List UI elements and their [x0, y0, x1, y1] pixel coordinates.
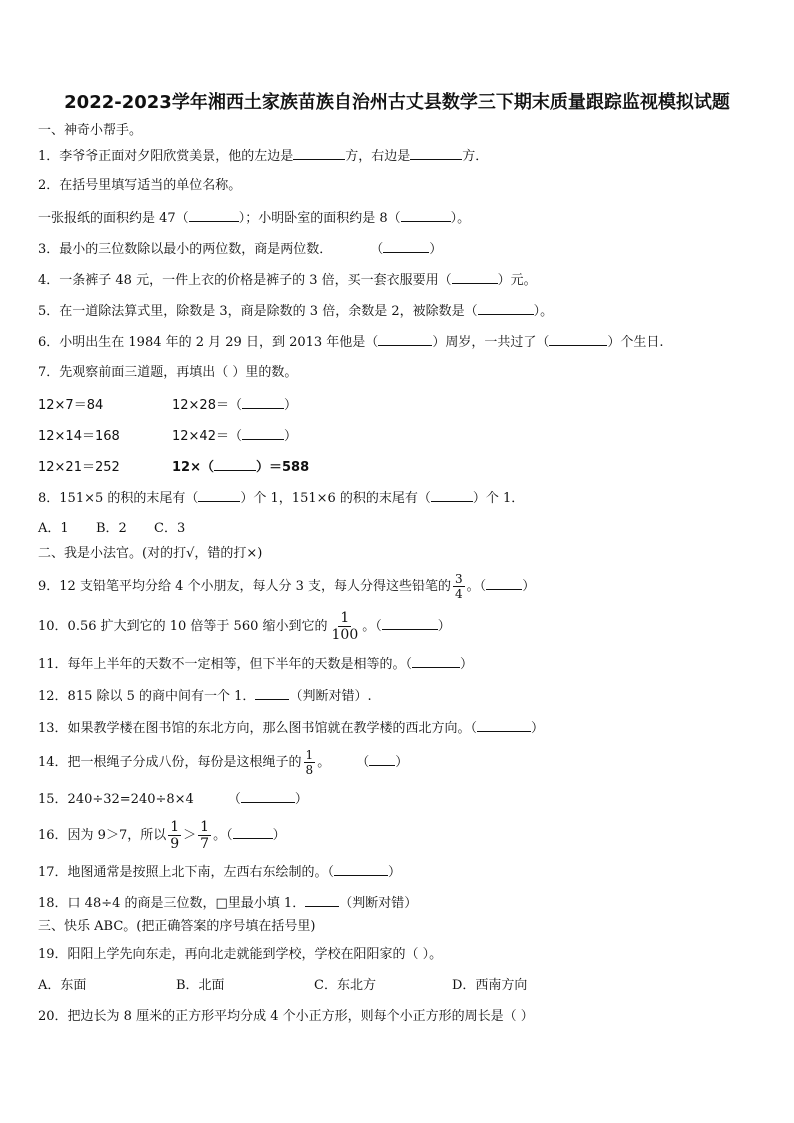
section-3-heading: 三、快乐 ABC。(把正确答案的序号填在括号里) — [38, 919, 316, 934]
question-19: 19．阳阳上学先向东走，再向北走就能到学校，学校在阳阳家的（ ）。 — [38, 947, 443, 962]
question-13: 13．如果教学楼在图书馆的东北方向，那么图书馆就在教学楼的西北方向。（ ） — [38, 718, 544, 738]
question-7: 7．先观察前面三道题，再填出（ ）里的数。 — [38, 365, 298, 380]
option-a[interactable]: A．东面 — [38, 978, 87, 993]
question-12: 12．815 除以 5 的商中间有一个 1． （判断对错）. — [38, 686, 372, 706]
fraction: $\frac{1}{8}$ — [305, 748, 314, 777]
answer-blank[interactable] — [293, 146, 345, 160]
question-11: 11．每年上半年的天数不一定相等，但下半年的天数是相等的。（ ） — [38, 654, 473, 674]
question-2: 2．在括号里填写适当的单位名称。 — [38, 178, 242, 193]
fraction: $\frac{1}{9}$ — [170, 819, 180, 852]
option-a[interactable]: A．1 — [38, 521, 69, 536]
question-8-options — [38, 520, 185, 538]
option-c[interactable]: C．东北方 — [314, 978, 376, 993]
question-20: 20．把边长为 8 厘米的正方形平均分成 4 个小正方形，则每个小正方形的周长是（ ） — [38, 1009, 534, 1024]
question-14: 14．把一根绳子分成八份，每份是这根绳子的 $\frac{1}{8}$ 。 （ ） — [38, 748, 409, 777]
question-10: 10．0.56 扩大到它的 10 倍等于 560 缩小到它的 $\frac{1}{100}$ 。（ ） — [38, 610, 451, 643]
fraction: $\frac{1}{100}$ — [331, 610, 359, 643]
answer-blank[interactable] — [334, 862, 388, 876]
question-8: 8．151×5 的积的末尾有（ ）个 1，151×6 的积的末尾有（ ）个 1． — [38, 488, 524, 508]
question-3: 3．最小的三位数除以最小的两位数，商是两位数． （ ） — [38, 239, 442, 259]
question-6: 6．小明出生在 1984 年的 2 月 29 日，到 2013 年他是（ ）周岁，一共过了（ ）个生日. — [38, 332, 663, 352]
fraction: $\frac{3}{4}$ — [455, 572, 463, 601]
answer-blank[interactable] — [378, 332, 432, 346]
q7-row-3: 12×21＝252 12×（ ）＝588 — [38, 457, 309, 477]
answer-blank[interactable] — [412, 654, 460, 668]
answer-blank[interactable] — [478, 301, 534, 315]
page-title: 2022-2023学年湘西土家族苗族自治州古丈县数学三下期末质量跟踪监视模拟试题 — [64, 92, 730, 113]
answer-blank[interactable] — [549, 332, 607, 346]
answer-blank[interactable] — [431, 488, 473, 502]
question-9: 9．12 支铅笔平均分给 4 个小朋友，每人分 3 支，每人分得这些铅笔的 $\frac{3}{4}$ 。（ ） — [38, 572, 536, 601]
answer-blank[interactable] — [382, 616, 438, 630]
section-1-heading: 一、神奇小帮手。 — [38, 123, 143, 138]
answer-blank[interactable] — [189, 208, 239, 222]
answer-blank[interactable] — [410, 146, 462, 160]
answer-blank[interactable] — [401, 208, 451, 222]
answer-blank[interactable] — [214, 457, 256, 471]
answer-blank[interactable] — [233, 825, 273, 839]
answer-blank[interactable] — [241, 789, 295, 803]
question-19-options — [38, 977, 527, 995]
option-c[interactable]: C．3 — [154, 521, 186, 536]
answer-blank[interactable] — [486, 576, 522, 590]
section-2-heading: 二、我是小法官。(对的打√，错的打×) — [38, 546, 263, 561]
answer-blank[interactable] — [383, 239, 429, 253]
answer-blank[interactable] — [242, 395, 284, 409]
fraction: $\frac{1}{7}$ — [200, 819, 210, 852]
answer-blank[interactable] — [477, 718, 531, 732]
question-2-line: 一张报纸的面积约是 47（ ）；小明卧室的面积约是 8（ ）。 — [38, 208, 470, 228]
question-17: 17．地图通常是按照上北下南，左西右东绘制的。（ ） — [38, 862, 401, 882]
question-1: 1．李爷爷正面对夕阳欣赏美景，他的左边是 方，右边是 方． — [38, 146, 488, 166]
question-15: 15．240÷32=240÷8×4 （ ） — [38, 789, 308, 809]
option-b[interactable]: B．北面 — [176, 978, 225, 993]
option-d[interactable]: D．西南方向 — [452, 978, 528, 993]
question-16: 16．因为 9＞7，所以 $\frac{1}{9}$ ＞ $\frac{1}{7}$ 。（ ） — [38, 819, 286, 852]
answer-blank[interactable] — [255, 686, 289, 700]
q7-row-2: 12×14＝168 12×42＝（ ） — [38, 426, 297, 446]
question-5: 5．在一道除法算式里，除数是 3，商是除数的 3 倍，余数是 2，被除数是（ ）。 — [38, 301, 553, 321]
answer-blank[interactable] — [242, 426, 284, 440]
question-4: 4．一条裤子 48 元，一件上衣的价格是裤子的 3 倍，买一套衣服要用（ ）元。 — [38, 270, 537, 290]
question-18: 18．口 48÷4 的商是三位数，□里最小填 1． （判断对错） — [38, 893, 417, 913]
answer-blank[interactable] — [305, 893, 339, 907]
answer-blank[interactable] — [369, 752, 395, 766]
answer-blank[interactable] — [452, 270, 498, 284]
option-b[interactable]: B．2 — [96, 521, 127, 536]
answer-blank[interactable] — [198, 488, 240, 502]
q7-row-1: 12×7＝84 12×28＝（ ） — [38, 395, 297, 415]
